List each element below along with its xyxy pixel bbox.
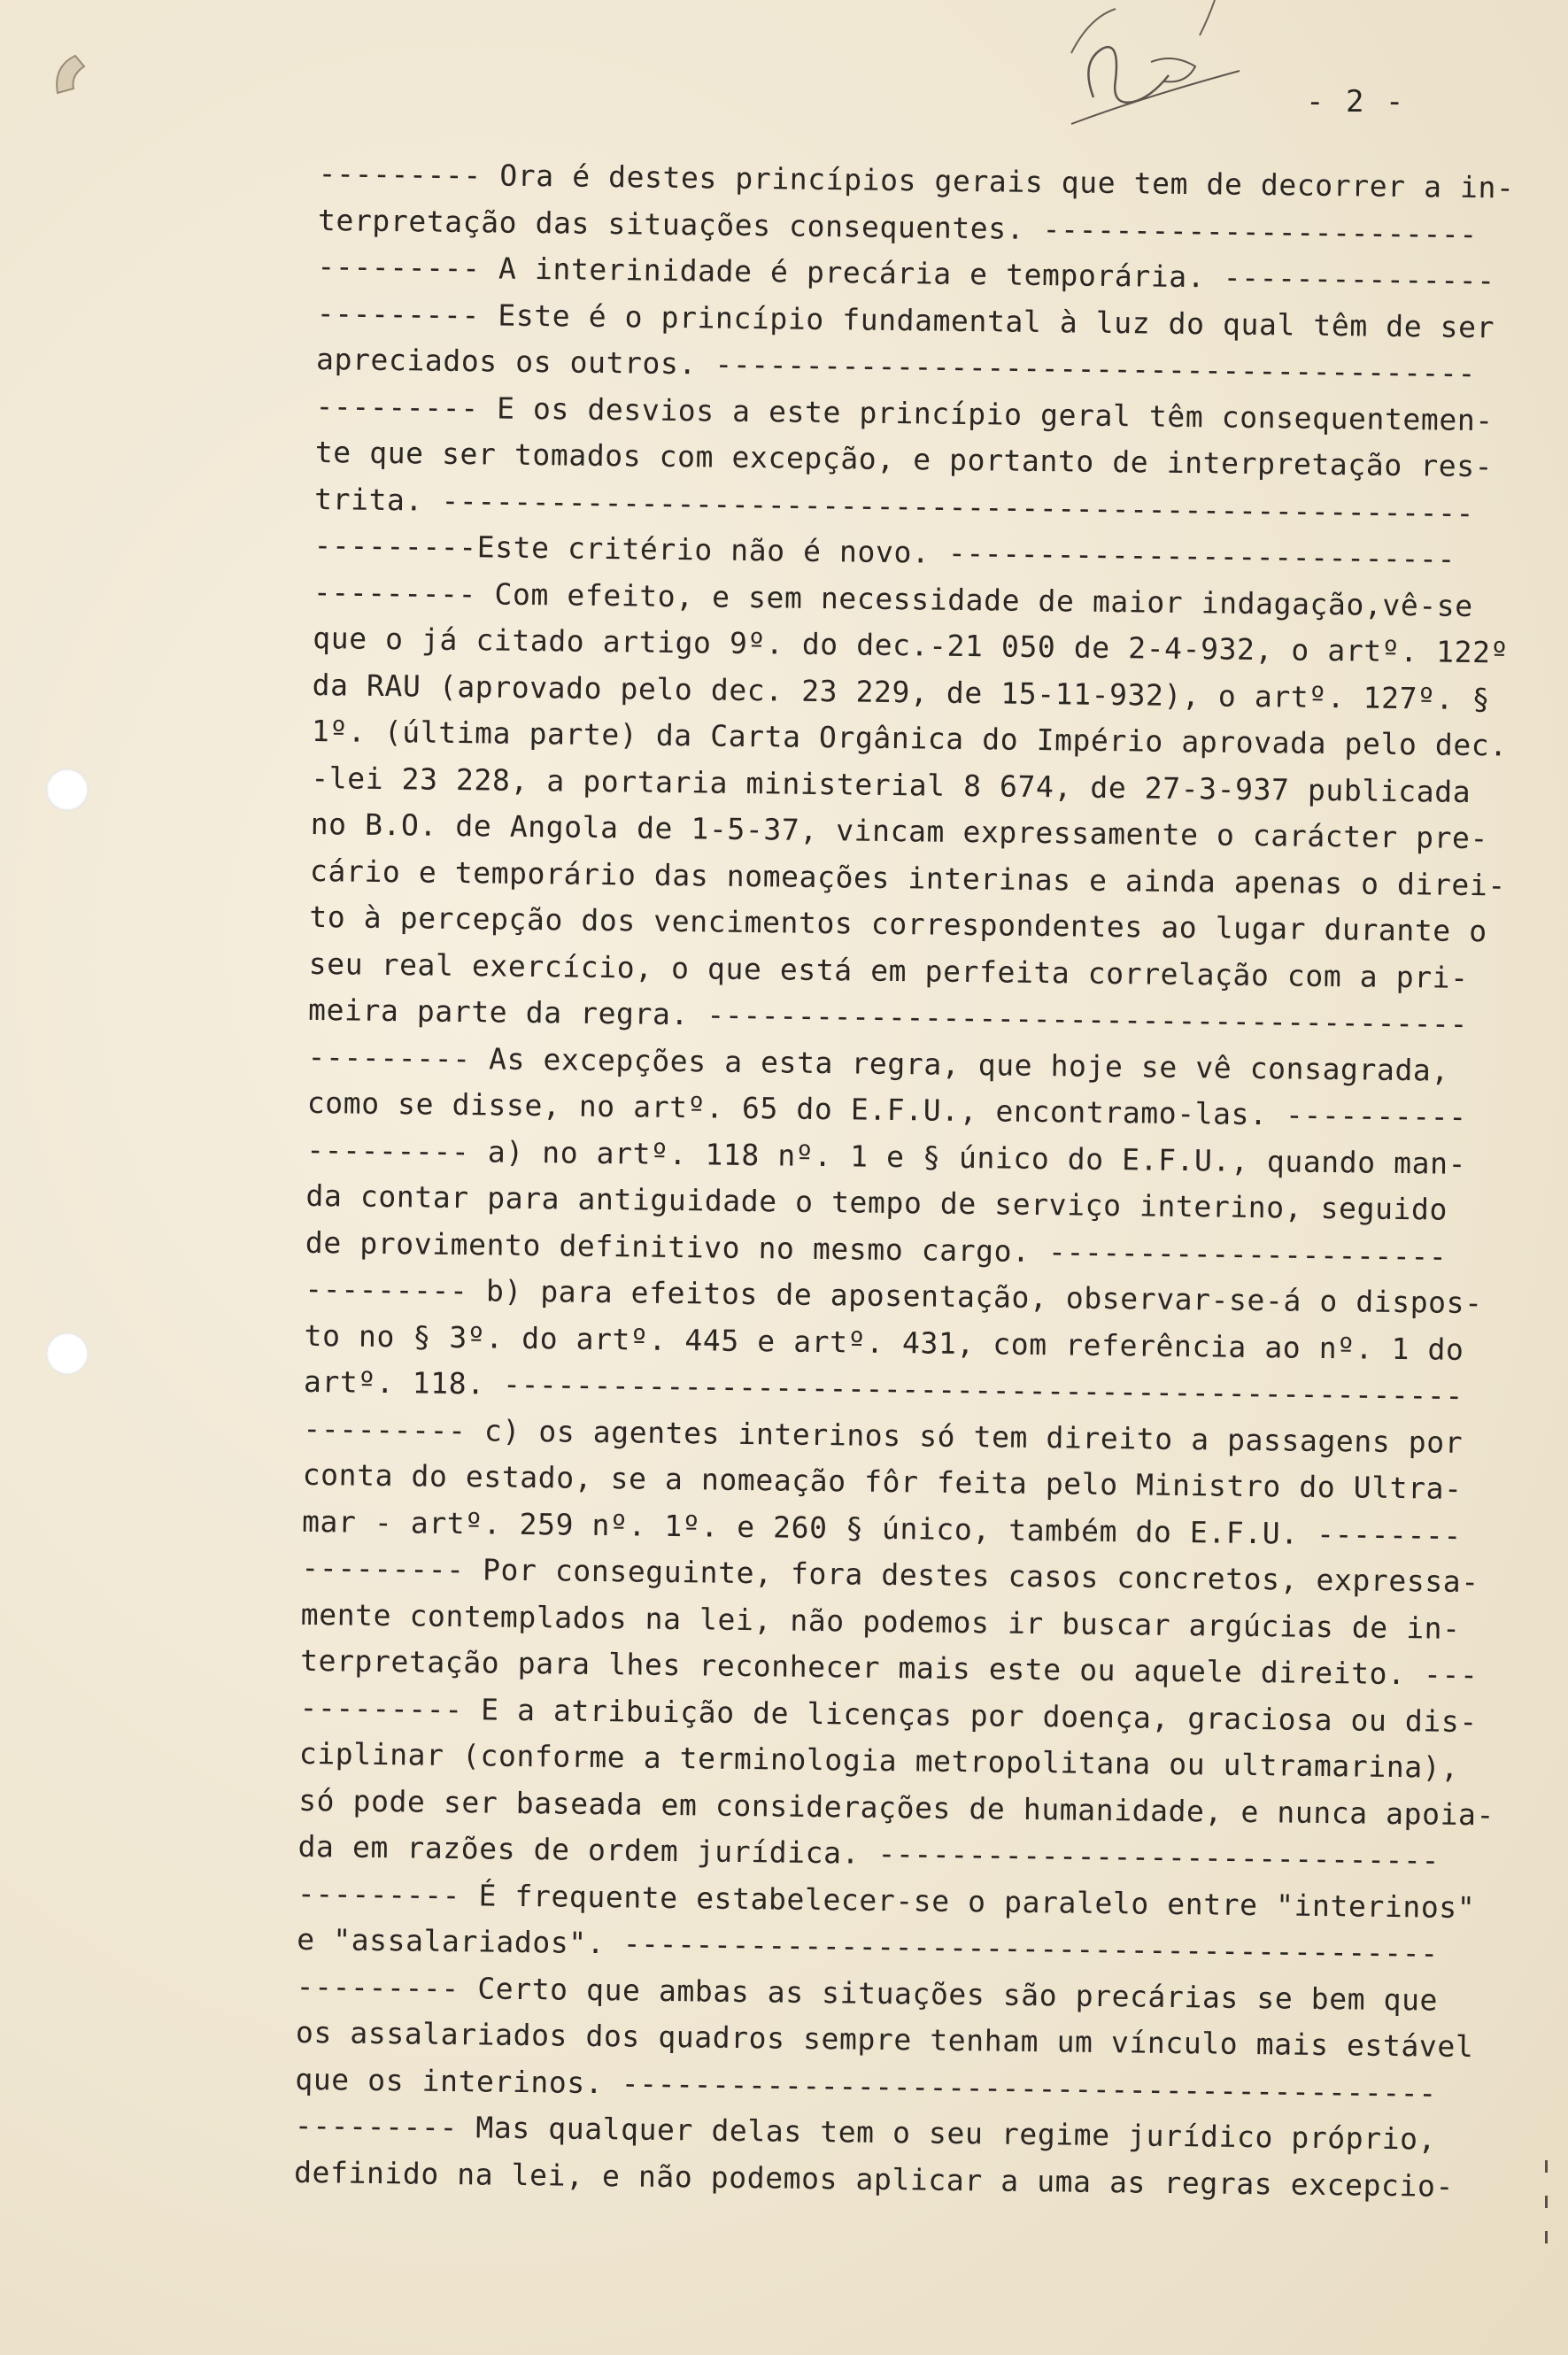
text-line: mente contemplados na lei, não podemos ir buscar argúcias de in- xyxy=(300,1596,1461,1646)
edge-mark xyxy=(1545,2160,1548,2173)
text-line: trita. --------------------------------------------------------- xyxy=(313,481,1475,530)
text-line: conta do estado, se a nomeação fôr feita pelo Ministro do Ultra- xyxy=(302,1456,1463,1506)
edge-mark xyxy=(1545,2231,1548,2243)
text-line: terpretação das situações consequentes. ------------------------ xyxy=(317,202,1479,251)
text-line: --------- A interinidade é precária e temporária. --------------- xyxy=(317,248,1495,298)
text-line: no B.O. de Angola de 1-5-37, vincam expressamente o carácter pre- xyxy=(310,806,1489,856)
text-line: de provimento definitivo no mesmo cargo. ---------------------- xyxy=(305,1224,1448,1274)
punch-hole-bottom xyxy=(46,1332,89,1375)
text-line: --------- Com efeito, e sem necessidade de maior indagação,vê-se xyxy=(313,574,1473,623)
page-number: - 2 - xyxy=(1306,84,1406,120)
text-line: to no § 3º. do artº. 445 e artº. 431, com referência ao nº. 1 do xyxy=(304,1317,1464,1367)
text-line: --------- a) no artº. 118 nº. 1 e § único do E.F.U., quando man- xyxy=(305,1131,1467,1181)
punch-hole-top xyxy=(46,768,89,811)
text-line: --------- É frequente estabelecer-se o paralelo entre "interinos" xyxy=(297,1875,1476,1925)
text-line: ciplinar (conforme a terminologia metropolitana ou ultramarina), xyxy=(298,1735,1459,1785)
text-line: só pode ser baseada em considerações de humanidade, e nunca apoia- xyxy=(298,1782,1495,1832)
text-line: que os interinos. --------------------------------------------- xyxy=(295,2061,1438,2111)
text-line: to à percepção dos vencimentos correspondentes ao lugar durante o xyxy=(309,899,1487,949)
text-line: --------- b) para efeitos de aposentação, observar-se-á o dispos- xyxy=(305,1270,1483,1321)
text-line: -lei 23 228, a portaria ministerial 8 674, de 27-3-937 publicada xyxy=(311,760,1471,809)
text-line: e "assalariados". --------------------------------------------- xyxy=(297,1921,1439,1971)
edge-mark xyxy=(1545,2196,1548,2208)
text-line: --------- c) os agentes interinos só tem direito a passagens por xyxy=(303,1410,1464,1460)
text-line: ---------Este critério não é novo. ---------------------------- xyxy=(313,527,1456,576)
text-line: --------- Este é o princípio fundamental à luz do qual têm de ser xyxy=(316,295,1495,344)
text-line: --------- As excepções a esta regra, que hoje se vê consagrada, xyxy=(307,1039,1450,1088)
handwritten-signature xyxy=(1018,0,1257,142)
text-line: da RAU (aprovado pelo dec. 23 229, de 15-11-932), o artº. 127º. § xyxy=(312,667,1491,716)
text-line: --------- Ora é destes princípios gerais que tem de decorrer a in- xyxy=(318,155,1515,205)
text-line: terpretação para lhes reconhecer mais este ou aquele direito. --- xyxy=(299,1642,1479,1693)
text-line: seu real exercício, o que está em perfeita correlação com a pri- xyxy=(308,946,1469,995)
text-line: --------- Por conseguinte, fora destes casos concretos, expressa- xyxy=(301,1549,1479,1600)
text-line: --------- E a atribuição de licenças por doença, graciosa ou dis- xyxy=(299,1689,1479,1739)
text-line: artº. 118. ----------------------------------------------------- xyxy=(303,1363,1464,1413)
typewritten-body xyxy=(293,151,1515,2210)
text-line: apreciados os outros. ------------------------------------------ xyxy=(315,341,1477,390)
text-line: meira parte da regra. ------------------------------------------ xyxy=(307,992,1469,1041)
text-line: mar - artº. 259 nº. 1º. e 260 § único, também do E.F.U. -------- xyxy=(301,1503,1463,1553)
text-line: os assalariados dos quadros sempre tenham um vínculo mais estável xyxy=(295,2014,1474,2065)
text-line: como se disse, no artº. 65 do E.F.U., encontramo-las. ---------- xyxy=(306,1085,1467,1134)
text-line: da em razões de ordem jurídica. ------------------------------- xyxy=(297,1828,1441,1878)
text-line: te que ser tomados com excepção, e portanto de interpretação res- xyxy=(314,434,1494,484)
corner-fold-mark xyxy=(49,49,93,102)
text-line: 1º. (última parte) da Carta Orgânica do Império aprovada pelo dec. xyxy=(311,713,1509,763)
text-line: definido na lei, e não podemos aplicar a uma as regras excepcio- xyxy=(293,2154,1455,2204)
text-line: cário e temporário das nomeações interinas e ainda apenas o direi- xyxy=(309,853,1507,902)
text-line: --------- Certo que ambas as situações são precárias se bem que xyxy=(296,1968,1439,2018)
text-line: --------- E os desvios a este princípio geral têm consequentemen- xyxy=(315,388,1495,437)
text-line: que o já citado artigo 9º. do dec.-21 050 de 2-4-932, o artº. 122º xyxy=(313,620,1510,670)
text-line: --------- Mas qualquer delas tem o seu regime jurídico próprio, xyxy=(294,2107,1437,2157)
text-line: da contar para antiguidade o tempo de serviço interino, seguido xyxy=(305,1178,1448,1227)
